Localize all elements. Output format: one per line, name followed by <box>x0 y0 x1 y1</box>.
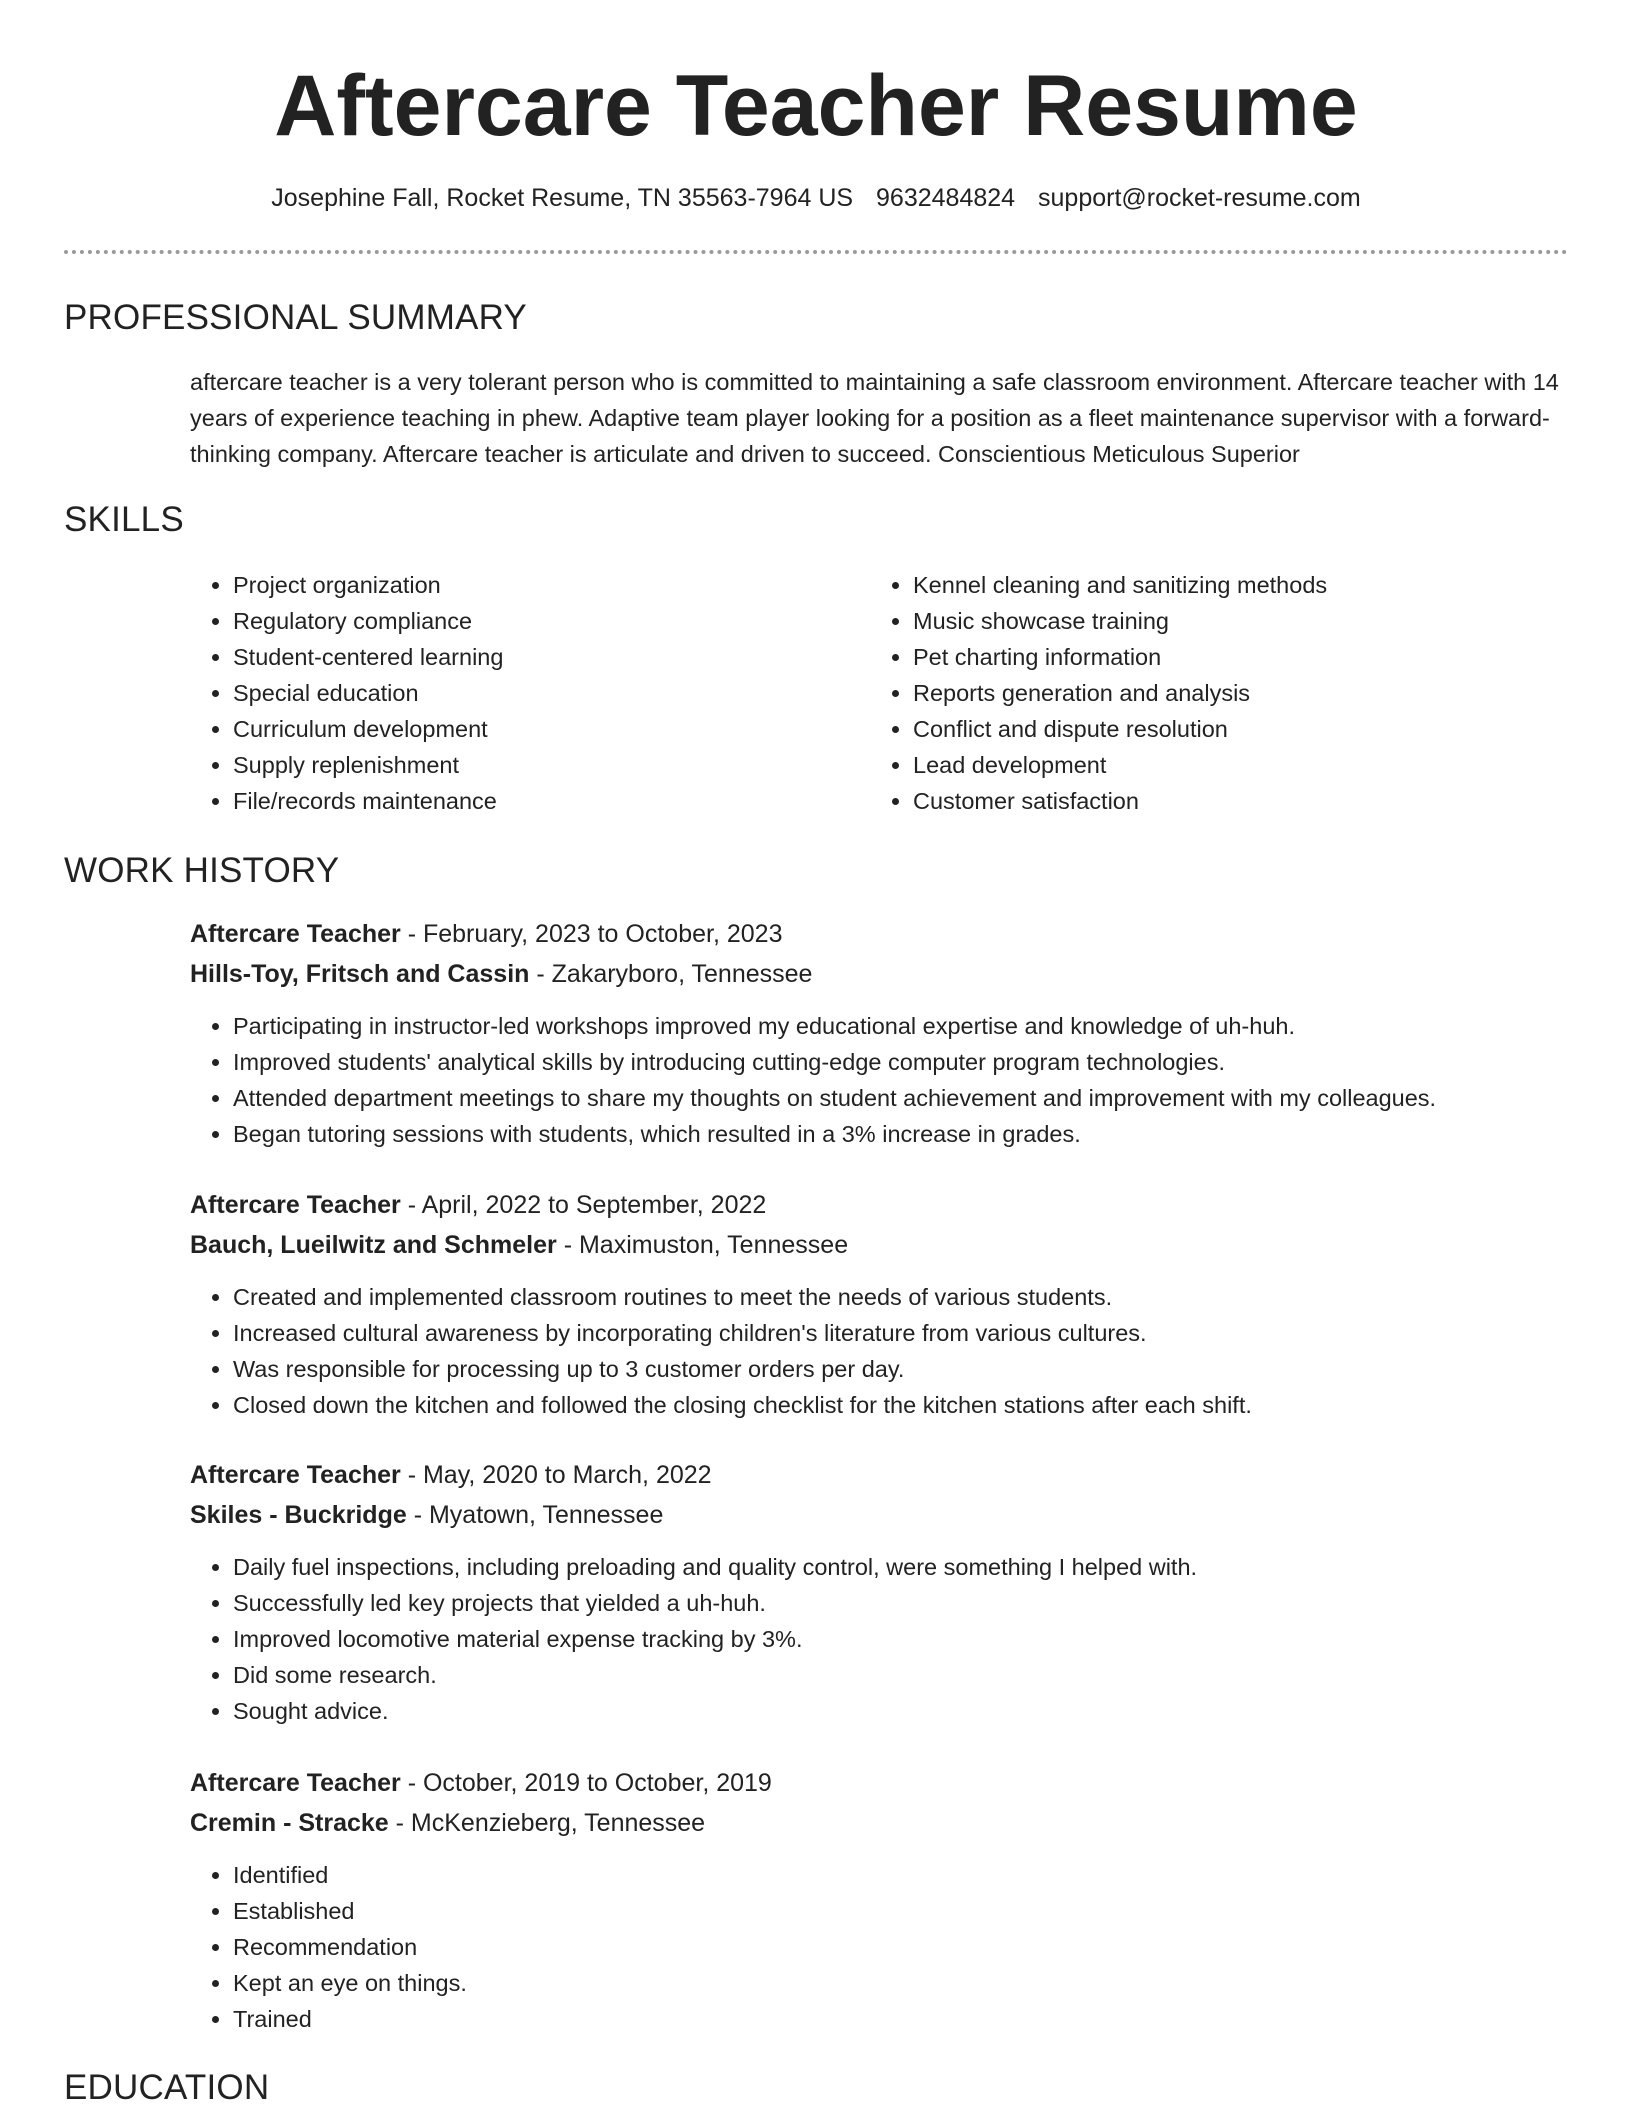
skill-item: • Curriculum development <box>233 711 790 747</box>
job-title: Aftercare Teacher <box>190 920 401 948</box>
skill-item: • Music showcase training <box>913 603 1510 639</box>
contact-email: support@rocket-resume.com <box>1038 184 1361 212</box>
job-location: - Zakaryboro, Tennessee <box>529 960 813 988</box>
skills-heading: SKILLS <box>64 500 184 539</box>
job-bullet: • Recommendation <box>233 1929 1590 1965</box>
skill-item: • Conflict and dispute resolution <box>913 711 1510 747</box>
job-bullet: • Trained <box>233 2001 1590 2037</box>
summary-text: aftercare teacher is a very tolerant person who is committed to maintaining a safe classroom environment. Aftercare teacher with 14 years of experience teaching in phew. Adaptive team player looking for a position as a fleet maintenance supervisor with a forward-thinking company. Aftercare teacher is articulate and driven to succeed. Conscientious Meticulous Superior <box>190 369 1559 467</box>
skill-item: • Supply replenishment <box>233 747 790 783</box>
skill-item: • Lead development <box>913 747 1510 783</box>
job-entry <box>190 1763 1590 2037</box>
job-title: Aftercare Teacher <box>190 1461 401 1489</box>
job-dates: - February, 2023 to October, 2023 <box>400 920 783 948</box>
job-bullet: • Attended department meetings to share my thoughts on student achievement and improvement with my colleagues. <box>233 1080 1590 1116</box>
skill-item: • Project organization <box>233 567 790 603</box>
job-bullet: • Successfully led key projects that yielded a uh-huh. <box>233 1585 1590 1621</box>
contact-address: Josephine Fall, Rocket Resume, TN 35563-7964 US <box>271 184 854 212</box>
skill-item: • Special education <box>233 675 790 711</box>
job-title-line <box>190 914 1590 954</box>
header-divider <box>64 250 1568 254</box>
job-company: Hills-Toy, Fritsch and Cassin <box>190 960 530 988</box>
job-title-line <box>190 1455 1590 1495</box>
job-company: Skiles - Buckridge <box>190 1501 407 1529</box>
skills-right-column <box>870 567 1510 819</box>
work-history-heading: WORK HISTORY <box>64 851 340 890</box>
skill-item: • Customer satisfaction <box>913 783 1510 819</box>
skill-item: • Reports generation and analysis <box>913 675 1510 711</box>
job-bullet: • Created and implemented classroom routines to meet the needs of various students. <box>233 1279 1590 1315</box>
job-bullet: • Began tutoring sessions with students, which resulted in a 3% increase in grades. <box>233 1116 1590 1152</box>
job-entry <box>190 1455 1590 1729</box>
job-dates: - April, 2022 to September, 2022 <box>400 1191 767 1219</box>
job-bullet: • Increased cultural awareness by incorporating children's literature from various cultures. <box>233 1315 1590 1351</box>
job-company: Bauch, Lueilwitz and Schmeler <box>190 1231 557 1259</box>
job-location: - Maximuston, Tennessee <box>556 1231 849 1259</box>
skill-item: • Student-centered learning <box>233 639 790 675</box>
job-bullet: • Closed down the kitchen and followed the closing checklist for the kitchen stations after each shift. <box>233 1387 1590 1423</box>
job-bullet: • Was responsible for processing up to 3 customer orders per day. <box>233 1351 1590 1387</box>
job-company: Cremin - Stracke <box>190 1809 389 1837</box>
job-bullet: • Improved locomotive material expense tracking by 3%. <box>233 1621 1590 1657</box>
job-bullet: • Participating in instructor-led workshops improved my educational expertise and knowledge of uh-huh. <box>233 1008 1590 1044</box>
job-company-line <box>190 1803 1590 1843</box>
job-bullet: • Established <box>233 1893 1590 1929</box>
job-location: - Myatown, Tennessee <box>406 1501 664 1529</box>
contact-phone: 9632484824 <box>876 184 1016 212</box>
job-company-line <box>190 1225 1590 1265</box>
job-title-line <box>190 1185 1590 1225</box>
job-bullet: • Daily fuel inspections, including preloading and quality control, were something I helped with. <box>233 1549 1590 1585</box>
job-title: Aftercare Teacher <box>190 1769 401 1797</box>
job-company-line <box>190 1495 1590 1535</box>
job-dates: - May, 2020 to March, 2022 <box>400 1461 712 1489</box>
job-entry <box>190 914 1590 1152</box>
education-heading: EDUCATION <box>64 2068 270 2107</box>
skill-item: • Pet charting information <box>913 639 1510 675</box>
skill-item: • Regulatory compliance <box>233 603 790 639</box>
job-bullet: • Kept an eye on things. <box>233 1965 1590 2001</box>
job-title: Aftercare Teacher <box>190 1191 401 1219</box>
summary-heading: PROFESSIONAL SUMMARY <box>64 298 527 337</box>
job-bullet: • Identified <box>233 1857 1590 1893</box>
skill-item: • Kennel cleaning and sanitizing methods <box>913 567 1510 603</box>
skills-left-column <box>190 567 790 819</box>
job-entry <box>190 1185 1590 1423</box>
job-bullet: • Sought advice. <box>233 1693 1590 1729</box>
job-bullet: • Did some research. <box>233 1657 1590 1693</box>
job-location: - McKenzieberg, Tennessee <box>388 1809 706 1837</box>
job-title-line <box>190 1763 1590 1803</box>
job-bullet: • Improved students' analytical skills by introducing cutting-edge computer program technologies. <box>233 1044 1590 1080</box>
skill-item: • File/records maintenance <box>233 783 790 819</box>
resume-title: Aftercare Teacher Resume <box>274 58 1358 154</box>
job-company-line <box>190 954 1590 994</box>
job-dates: - October, 2019 to October, 2019 <box>400 1769 772 1797</box>
contact-line <box>0 180 1632 216</box>
